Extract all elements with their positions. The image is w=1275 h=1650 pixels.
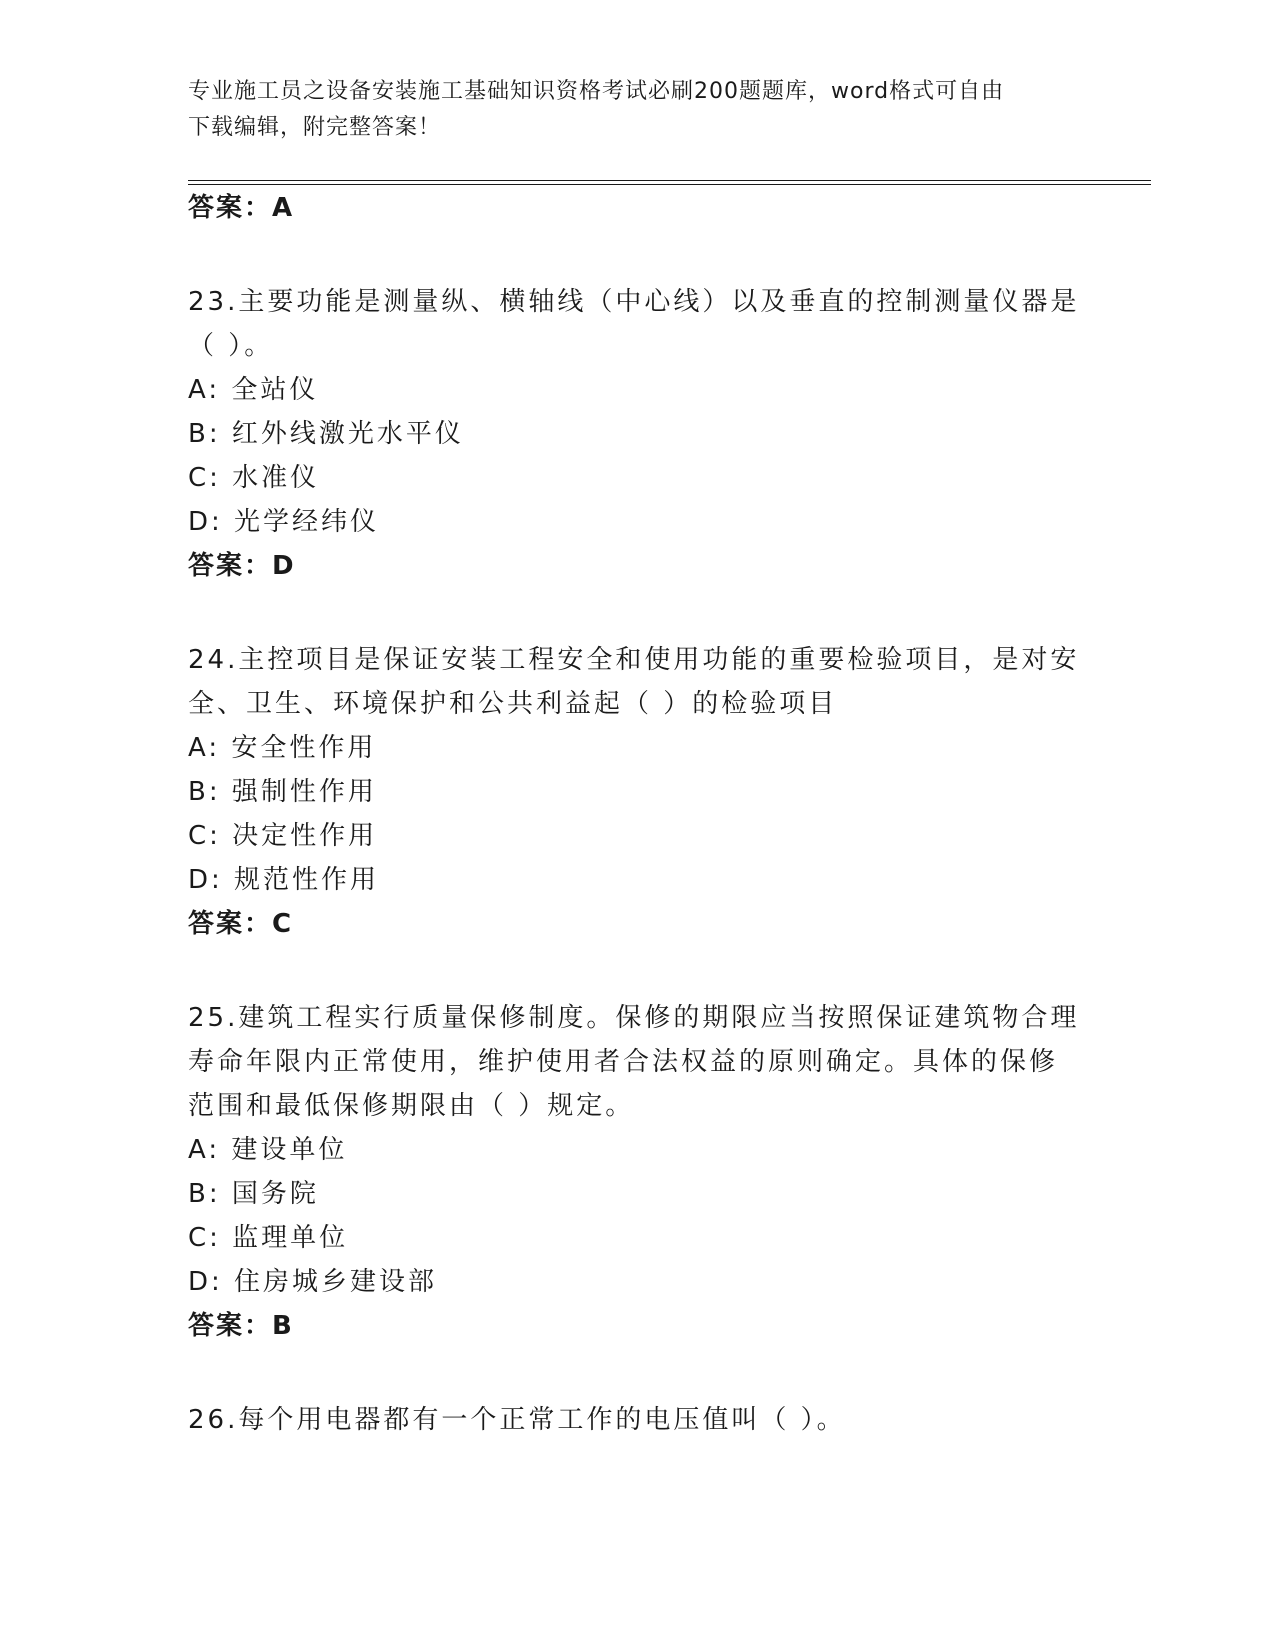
- page-header: [188, 74, 1068, 146]
- q25-option-d: D: 住房城乡建设部: [188, 1267, 438, 1297]
- q24-answer: 答案：C: [188, 909, 294, 939]
- header-line-2: 下载编辑，附完整答案！: [188, 115, 442, 140]
- q24-option-a: A: 安全性作用: [188, 733, 377, 763]
- q24-stem-line-2: 全、卫生、环境保护和公共利益起（ ）的检验项目: [188, 689, 838, 719]
- header-divider: [188, 180, 1151, 185]
- q25-option-b: B: 国务院: [188, 1179, 319, 1209]
- q26-stem-line-1: 26.每个用电器都有一个正常工作的电压值叫（ ）。: [188, 1405, 846, 1435]
- q25-stem-line-1: 25.建筑工程实行质量保修制度。保修的期限应当按照保证建筑物合理: [188, 1003, 1080, 1033]
- q24-option-c: C: 决定性作用: [188, 821, 378, 851]
- q24-option-d: D: 规范性作用: [188, 865, 380, 895]
- q23-option-d: D: 光学经纬仪: [188, 507, 380, 537]
- q25-option-c: C: 监理单位: [188, 1223, 349, 1253]
- q23-option-a: A: 全站仪: [188, 375, 319, 405]
- q23-stem-line-1: 23.主要功能是测量纵、横轴线（中心线）以及垂直的控制测量仪器是: [188, 287, 1080, 317]
- q23-option-b: B: 红外线激光水平仪: [188, 419, 464, 449]
- q23-answer: 答案：D: [188, 551, 296, 581]
- q25-stem-line-3: 范围和最低保修期限由（ ）规定。: [188, 1091, 635, 1121]
- q23-option-c: C: 水准仪: [188, 463, 320, 493]
- q25-option-a: A: 建设单位: [188, 1135, 348, 1165]
- q24-stem-line-1: 24.主控项目是保证安装工程安全和使用功能的重要检验项目，是对安: [188, 645, 1080, 675]
- q25-stem-line-2: 寿命年限内正常使用，维护使用者合法权益的原则确定。具体的保修: [188, 1047, 1059, 1077]
- header-line-1: 专业施工员之设备安装施工基础知识资格考试必刷200题题库，word格式可自由: [188, 79, 1005, 104]
- answer-q22: 答案：A: [188, 193, 295, 223]
- q25-answer: 答案：B: [188, 1311, 294, 1341]
- q23-stem-line-2: （ ）。: [188, 331, 274, 361]
- q24-option-b: B: 强制性作用: [188, 777, 377, 807]
